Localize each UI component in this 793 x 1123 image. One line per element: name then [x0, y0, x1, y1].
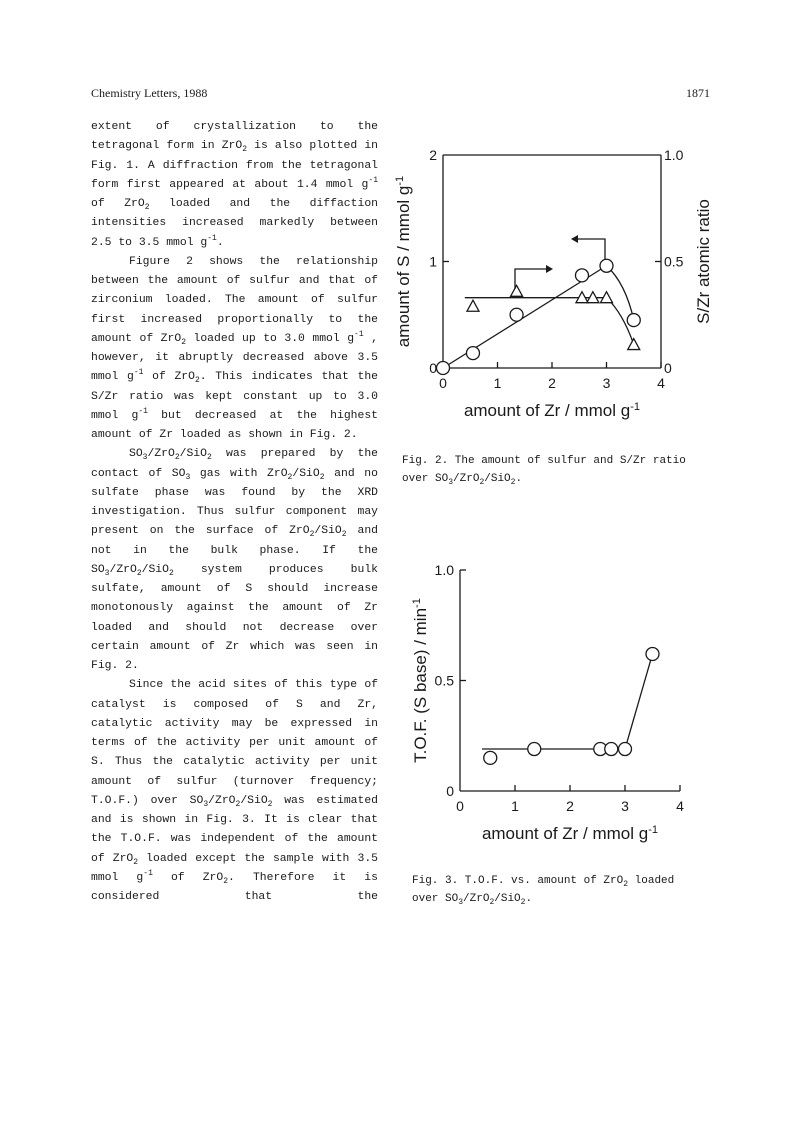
chart2-point-circle	[466, 347, 479, 360]
chart3-x-axis-label: amount of Zr / mmol $g^{-1}$	[481, 824, 659, 843]
chart2-x-tick-label: 4	[657, 375, 665, 391]
chart2-point-circle	[600, 259, 613, 272]
chart2-x-axis-label: amount of Zr / mmol $g^{-1}$	[463, 401, 641, 420]
chart2-x-tick-label: 2	[548, 375, 556, 391]
chart3-x-tick-label: 4	[676, 798, 684, 814]
page-number: 1871	[686, 86, 710, 100]
chart2-x-tick-label: 1	[493, 375, 502, 391]
chart2-arrowhead-left	[571, 235, 578, 243]
chart2-point-triangle	[511, 285, 523, 296]
chart2-fit-line-curve_circle	[607, 266, 634, 320]
chart3-point-circle	[646, 647, 659, 660]
chart3-y-axis-label: T.O.F. (S base) / $\min^{-1}$	[411, 598, 430, 763]
chart2-point-circle	[627, 314, 640, 327]
chart3-y-tick-label: 0.5	[434, 672, 454, 689]
chart3-point-circle	[619, 743, 632, 756]
chart3-point-circle	[528, 743, 541, 756]
chart2-y2-tick-label: 0.5	[664, 253, 684, 270]
chart2-y-tick-label: 1	[429, 253, 437, 270]
chart2-point-triangle	[628, 339, 640, 350]
chart2-point-circle	[437, 362, 450, 375]
chart3-x-tick-label: 3	[621, 798, 629, 814]
chart2-point-circle	[510, 308, 523, 321]
chart2-point-triangle	[467, 300, 479, 311]
chart2-arrow-right-axis	[578, 239, 605, 259]
chart2-y-tick-label: 0	[429, 360, 437, 376]
paragraph-2: Figure 2 shows the relationship between the amount of sulfur and that of zirconium loaded. The amount of sulfur first increased proportionally to the amount of ZrO$_2$ loaded up to 3.0 mmol $g^{-1}$ , however, it abruptly decreased above 3.5 mmol $g^{-1}$ of ZrO$_2$. This indicates that the S/Zr ratio was kept constant up to 3.0 mmol $g^{-1}$ but decreased at the highest amount of Zr loaded as shown in Fig. 2.	[91, 255, 378, 441]
chart3-y-tick-label: 1.0	[434, 562, 454, 578]
chart2-arrowhead-right	[546, 265, 553, 273]
paragraph-4: Since the acid sites of this type of catalyst is composed of S and Zr, catalytic activity may be expressed in terms of the activity per unit amount of S. Thus the catalytic activity per unit amount of sulfur (turnover frequency; T.O.F.) over $SO_3/ZrO_2/SiO_2$ was estimated and is shown in Fig. 3. It is clear that the T.O.F. was independent of the amount of ZrO$_2$ loaded except the sample with 3.5 mmol $g^{-1}$ of ZrO$_2$. Therefore it is considered that the	[91, 679, 378, 903]
chart2-x-tick-label: 0	[439, 375, 447, 391]
chart3-point-circle	[605, 743, 618, 756]
chart3-y-tick-label: 0	[446, 783, 454, 799]
chart2-x-tick-label: 3	[602, 375, 611, 391]
figure-2-caption: Fig. 2. The amount of sulfur and S/Zr ratio over $SO_3/ZrO_2/SiO_2$.	[402, 455, 686, 487]
chart3-x-tick-label: 1	[511, 798, 519, 814]
paragraph-1: extent of crystallization to the tetragonal form in ZrO$_2$ is also plotted in Fig. 1. A diffraction from the tetragonal form first appeared at about 1.4 mmol $g^{-1}$ of ZrO$_2$ loaded and the diffaction intensities increased markedly between 2.5 to 3.5 mmol $g^{-1}$.	[91, 121, 379, 249]
chart3-x-tick-label: 2	[566, 798, 574, 814]
running-header: Chemistry Letters, 1988	[91, 86, 208, 100]
figure-3-caption: Fig. 3. T.O.F. vs. amount of ZrO$_2$ loaded over $SO_3/ZrO_2/SiO_2$.	[412, 875, 675, 907]
chart2-y2-tick-label: 0	[664, 360, 672, 376]
chart2-y-axis-label: amount of S / mmol $g^{-1}$	[394, 175, 413, 348]
chart3-x-tick-label: 0	[456, 798, 464, 814]
chart2-y2-tick-label: 1.0	[664, 147, 684, 163]
chart3-point-circle	[484, 751, 497, 764]
chart2-y-tick-label: 2	[429, 147, 437, 163]
paragraph-3: $SO_3/ZrO_2/SiO_2$ was prepared by the contact of $SO_3$ gas with ZrO$_2$/SiO$_2$ and no sulfate phase was found by the XRD investigation. Thus sulfur component may present on the surface of ZrO$_2$/SiO$_2$ and not in the bulk phase. If the $SO_3/ZrO_2/SiO_2$ system produces bulk sulfate, amount of S should increase monotonously against the amount of Zr loaded and should not decrease over certain amount of Zr which was seen in Fig. 2.	[91, 448, 378, 672]
chart2-point-circle	[575, 269, 588, 282]
chart2-y2-axis-label: S/Zr atomic ratio	[694, 199, 713, 324]
chart3-fit-line-rise	[625, 654, 653, 749]
chart2-arrow-left-axis	[515, 269, 546, 289]
